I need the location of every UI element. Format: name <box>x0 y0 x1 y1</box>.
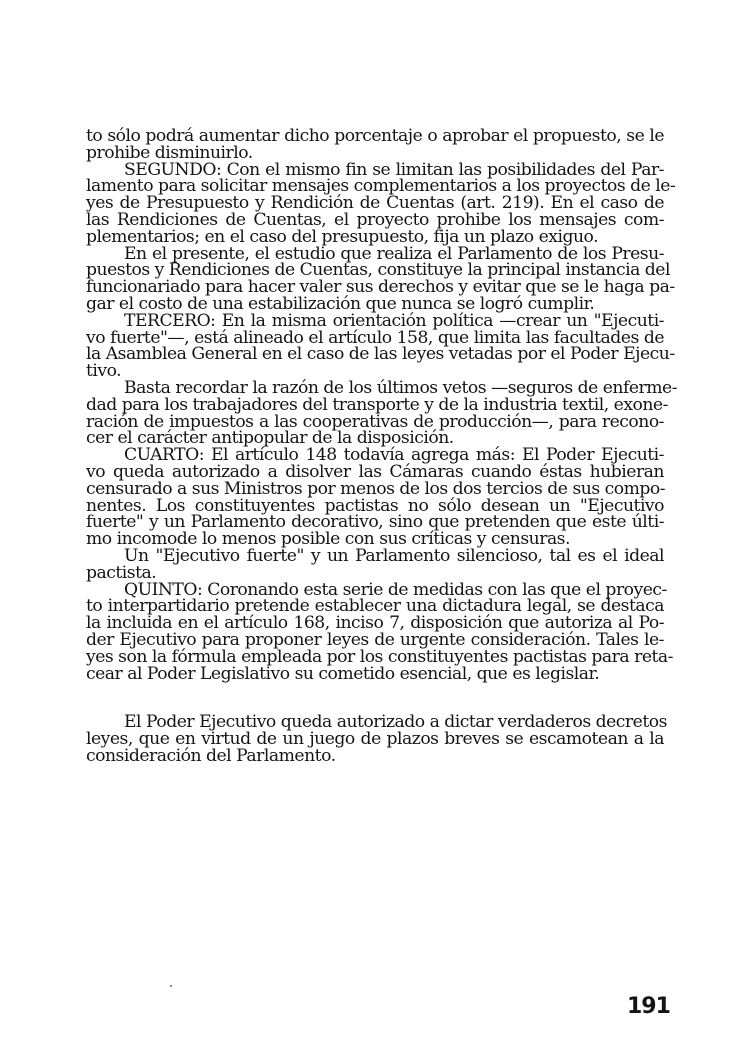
text-line: gar el costo de una estabilización que nunca se logró cumplir. <box>86 293 595 314</box>
text-line: to sólo podrá aumentar dicho porcentaje o aprobar el propuesto, se le <box>86 126 664 146</box>
body-text <box>86 126 678 766</box>
text-line: dad para los trabajadores del transporte y de la industria textil, exone- <box>86 394 668 415</box>
text-line: censurado a sus Ministros por menos de los dos tercios de sus compo- <box>86 478 666 499</box>
text-line: ración de impuestos a las cooperativas de producción—, para recono- <box>86 411 664 432</box>
text-line: funcionariado para hacer valer sus derechos y evitar que se le haga pa- <box>86 277 675 298</box>
text-line: TERCERO: En la misma orientación política —crear un "Ejecuti- <box>124 310 664 331</box>
text-line: El Poder Ejecutivo queda autorizado a dictar verdaderos decretos <box>124 712 667 733</box>
text-line: la incluida en el artículo 168, inciso 7, disposición que autoriza al Po- <box>86 613 664 634</box>
text-line: SEGUNDO: Con el mismo fin se limitan las posibilidades del Par- <box>124 159 664 180</box>
text-line: fuerte" y un Parlamento decorativo, sino que pretenden que este últi- <box>86 512 664 533</box>
text-line: CUARTO: El artículo 148 todavía agrega más: El Poder Ejecuti- <box>124 445 664 466</box>
text-line: las Rendiciones de Cuentas, el proyecto prohibe los mensajes com- <box>86 209 664 230</box>
text-line: prohibe disminuirlo. <box>86 142 253 163</box>
text-line: la Asamblea General en el caso de las leyes vetadas por el Poder Ejecu- <box>86 344 675 365</box>
text-line: pactista. <box>86 562 157 583</box>
text-line: plementarios; en el caso del presupuesto, fija un plazo exiguo. <box>86 226 599 247</box>
section-gap <box>86 682 664 714</box>
text-line: mo incomode lo menos posible con sus críticas y censuras. <box>86 529 570 550</box>
page-number: 191 <box>627 994 670 1019</box>
text-line: cear al Poder Legislativo su cometido esencial, que es legislar. <box>86 663 600 684</box>
text-line: vo fuerte"—, está alineado el artículo 158, que limita las facultades de <box>86 327 664 348</box>
text-line: der Ejecutivo para proponer leyes de urgente consideración. Tales le- <box>86 629 664 650</box>
text-line: Un "Ejecutivo fuerte" y un Parlamento silencioso, tal es el ideal <box>124 545 664 566</box>
text-line: to interpartidario pretende establecer una dictadura legal, se destaca <box>86 596 664 617</box>
text-line: leyes, que en virtud de un juego de plazos breves se escamotean a la <box>86 729 664 750</box>
text-line: tivo. <box>86 361 122 382</box>
text-line: QUINTO: Coronando esta serie de medidas con las que el proyec- <box>124 579 667 600</box>
text-line: yes son la fórmula empleada por los constituyentes pactistas para reta- <box>86 646 673 667</box>
text-line: cer el carácter antipopular de la disposición. <box>86 428 454 449</box>
text-line: consideración del Parlamento. <box>86 745 336 766</box>
text-line: puestos y Rendiciones de Cuentas, constituye la principal instancia del <box>86 260 670 281</box>
text-line: nentes. Los constituyentes pactistas no sólo desean un "Ejecutivo <box>86 495 664 516</box>
speck <box>170 985 172 987</box>
text-line: En el presente, el estudio que realiza el Parlamento de los Presu- <box>124 243 664 264</box>
text-line: Basta recordar la razón de los últimos vetos —seguros de enferme- <box>124 377 678 398</box>
text-line: yes de Presupuesto y Rendición de Cuentas (art. 219). En el caso de <box>86 193 664 214</box>
text-line: vo queda autorizado a disolver las Cámaras cuando éstas hubieran <box>86 461 664 482</box>
text-line: lamento para solicitar mensajes complementarios a los proyectos de le- <box>86 176 676 197</box>
